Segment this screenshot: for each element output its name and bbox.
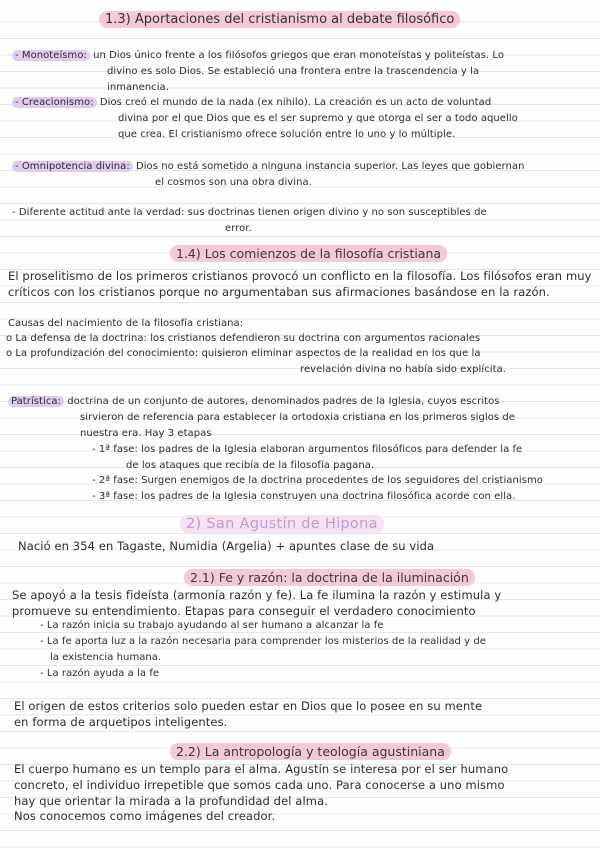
step-line: - La razón inicia su trabajo ayudando al ser humano a alcanzar la fe: [40, 620, 384, 631]
paragraph-line: Nos conocemos como imágenes del creador.: [14, 809, 276, 823]
stage-line: - 1ª fase: los padres de la Iglesia elaboran argumentos filosóficos para defender la fe: [92, 444, 523, 455]
patristica-line: nuestra era. Hay 3 etapas: [80, 428, 212, 439]
item-line: Dios creó el mundo de la nada (ex nihilo). La creación es un acto de voluntad: [99, 97, 492, 108]
causes-title: Causas del nacimiento de la filosofía cristiana:: [8, 318, 244, 329]
item-line: un Dios único frente a los filósofos griegos que eran monoteístas y politeístas. Lo: [93, 50, 505, 61]
step-line: - La razón ayuda a la fe: [40, 668, 160, 679]
item-actitud-verdad: [12, 207, 487, 218]
paragraph-line: El cuerpo humano es un templo para el alma. Agustín se interesa por el ser humano: [14, 762, 509, 776]
section-2-1-title: 2.1) Fe y razón: la doctrina de la iluminación: [184, 570, 475, 585]
cause-item: [6, 348, 481, 359]
cause-item: [6, 333, 480, 344]
item-line: error.: [225, 223, 252, 234]
cause-label: o La defensa de la doctrina:: [6, 333, 147, 344]
section-2-2-title: 2.2) La antropología y teología agustiniana: [170, 744, 451, 759]
item-label: - Creacionismo:: [12, 97, 97, 108]
item-monoteismo: [12, 50, 504, 61]
patristica-line: doctrina de un conjunto de autores, denominados padres de la Iglesia, cuyos escritos: [67, 396, 500, 407]
paragraph-line: concreto, el individuo irrepetible que somos cada uno. Para conocerse a uno mismo: [14, 778, 505, 792]
item-line: divina por el que Dios que es el ser supremo y que otorga el ser a todo aquello: [118, 113, 518, 124]
paragraph-line: El origen de estos criterios solo pueden estar en Dios que lo posee en su mente: [14, 699, 483, 713]
item-line: Dios no está sometido a ninguna instancia superior. Las leyes que gobiernan: [135, 161, 525, 172]
main-title: 1.3) Aportaciones del cristianismo al debate filosófico: [99, 12, 460, 27]
paragraph-line: hay que orientar la mirada a la profundidad del alma.: [14, 794, 328, 808]
paragraph-line: Se apoyó a la tesis fideísta (armonía razón y fe). La fe ilumina la razón y estimula y: [12, 588, 502, 602]
paragraph-line: en forma de arquetipos inteligentes.: [14, 715, 228, 729]
paragraph-line: El proselitismo de los primeros cristianos provocó un conflicto en la filosofía. Los filósofos eran muy: [8, 269, 592, 283]
paragraph-line: promueve su entendimiento. Etapas para conseguir el verdadero conocimiento: [12, 604, 476, 618]
item-label: - Monoteísmo:: [12, 50, 90, 61]
bio-line: Nació en 354 en Tagaste, Numidia (Argelia) + apuntes clase de su vida: [18, 539, 435, 553]
item-label: - Diferente actitud ante la verdad:: [12, 207, 185, 218]
item-label: - Omnipotencia divina:: [12, 161, 133, 172]
item-line: que crea. El cristianismo ofrece solución entre lo uno y lo múltiple.: [118, 129, 456, 140]
item-line: inmanencia.: [107, 82, 169, 93]
section-2-title: 2) San Agustín de Hipona: [180, 516, 384, 532]
step-line: la existencia humana.: [50, 652, 162, 663]
patristica-line: sirvieron de referencia para establecer la ortodoxia cristiana en los primeros siglos de: [80, 412, 515, 423]
stage-line: - 3ª fase: los padres de la Iglesia construyen una doctrina filosófica acorde con ella.: [92, 491, 516, 502]
cause-line: los cristianos defendieron su doctrina con argumentos racionales: [150, 333, 481, 344]
section-1-4-title: 1.4) Los comienzos de la filosofía cristiana: [170, 246, 447, 261]
stage-line: de los ataques que recibía de la filosofía pagana.: [126, 460, 375, 471]
item-line: divino es solo Dios. Se estableció una frontera entre la trascendencia y la: [107, 66, 480, 77]
cause-line: revelación divina no había sido explícita.: [300, 364, 506, 375]
item-line: el cosmos son una obra divina.: [155, 177, 312, 188]
patristica-block: [8, 396, 500, 407]
stage-line: - 2ª fase: Surgen enemigos de la doctrina procedentes de los seguidores del cristianismo: [92, 475, 543, 486]
cause-line: quisieron eliminar aspectos de la realidad en los que la: [201, 348, 481, 359]
paragraph-line: críticos con los cristianos porque no argumentaban sus afirmaciones basándose en la razón.: [8, 285, 550, 299]
item-line: sus doctrinas tienen origen divino y no son susceptibles de: [187, 207, 487, 218]
step-line: - La fe aporta luz a la razón necesaria para comprender los misterios de la realidad y de: [40, 636, 486, 647]
cause-label: o La profundización del conocimiento:: [6, 348, 199, 359]
item-creacionismo: [12, 97, 491, 108]
item-omnipotencia: [12, 161, 524, 172]
patristica-label: Patrística:: [8, 396, 64, 407]
